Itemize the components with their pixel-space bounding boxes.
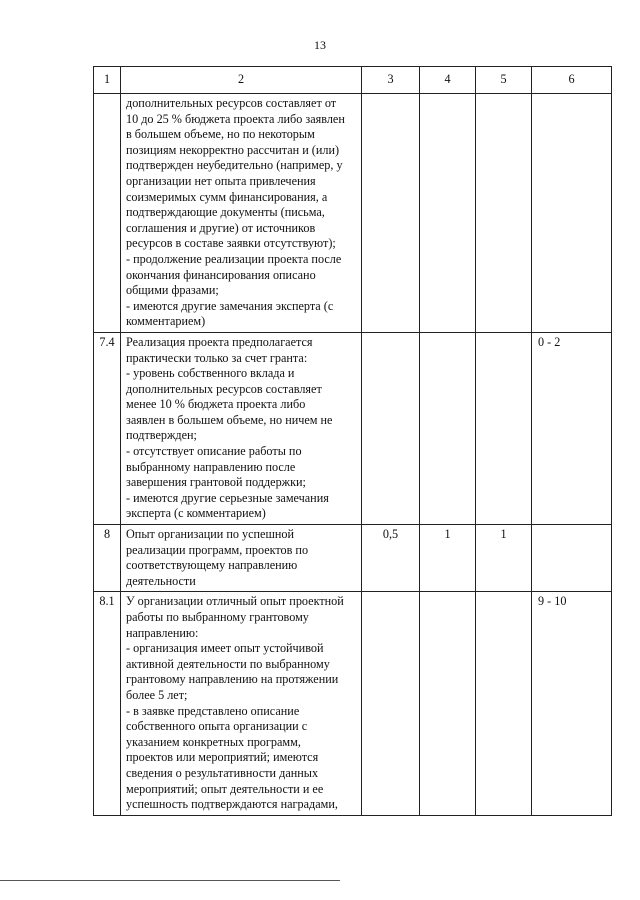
description-line: выбранному направлению после [126,459,296,474]
description-line: практически только за счет гранта: [126,350,308,365]
description-line: 10 до 25 % бюджета проекта либо заявлен [126,111,345,126]
column-header-6: 6 [532,67,612,94]
description-line: более 5 лет; [126,687,188,702]
description-line: подтвержден; [126,428,197,443]
column-header-1: 1 [94,67,121,94]
description-line: направлению: [126,625,199,640]
description-line: соглашения и другие) от источников [126,220,316,235]
description-line: эксперта (с комментарием) [126,506,266,521]
row-number: 8.1 [94,592,121,815]
description-line: - уровень собственного вклада и [126,366,295,381]
criteria-table [93,66,612,816]
description-line: Опыт организации по успешной [126,527,294,542]
column-5-value [476,94,532,333]
description-line: заявлен в большем объеме, но ничем не [126,412,333,427]
description-line: активной деятельности по выбранному [126,656,330,671]
description-line: комментарием) [126,314,206,329]
column-4-value [420,592,476,815]
description-line: У организации отличный опыт проектной [126,594,344,609]
score-range: 0 - 2 [532,332,612,524]
description-line: окончания финансирования описано [126,267,316,282]
description-line: соизмеримых сумм финансирования, а [126,189,328,204]
description-line: организации нет опыта привлечения [126,173,316,188]
score-range [532,525,612,592]
footer-divider [0,880,340,881]
column-3-value [362,592,420,815]
description-line: реализации программ, проектов по [126,542,309,557]
column-4-value [420,94,476,333]
page-number: 13 [314,38,326,52]
description-line: подтверждающие документы (письма, [126,205,325,220]
description-line: ресурсов в составе заявки отсутствуют); [126,236,336,251]
description-line: проектов или мероприятий; имеются [126,750,319,765]
table-row [94,592,612,815]
description-line: позициям некорректно рассчитан и (или) [126,142,340,157]
row-number [94,94,121,333]
column-header-4: 4 [420,67,476,94]
description-line: грантовому направлению на протяжении [126,672,339,687]
description-line: работы по выбранному грантовому [126,610,309,624]
table-row [94,332,612,524]
score-range [532,94,612,333]
description-line: общими фразами; [126,283,219,298]
column-4-value [420,332,476,524]
column-5-value [476,332,532,524]
description-line: Реализация проекта предполагается [126,334,313,349]
criterion-description [121,525,362,592]
criterion-description [121,94,362,333]
description-line: успешность подтверждаются наградами, [126,797,338,812]
column-3-value [362,94,420,333]
column-4-value: 1 [420,525,476,592]
table-row [94,525,612,592]
column-5-value [476,592,532,815]
description-line: менее 10 % бюджета проекта либо [126,397,306,412]
criterion-description [121,332,362,524]
description-line: дополнительных ресурсов составляет [126,381,322,396]
row-number: 7.4 [94,332,121,524]
description-line: указанием конкретных программ, [126,734,301,749]
column-3-value: 0,5 [362,525,420,592]
description-line: подтвержден неубедительно (например, у [126,158,343,173]
column-header-3: 3 [362,67,420,94]
row-number: 8 [94,525,121,592]
description-line: - организация имеет опыт устойчивой [126,641,324,656]
description-line: дополнительных ресурсов составляет от [126,96,337,110]
description-line: - отсутствует описание работы по [126,444,302,459]
description-line: сведения о результативности данных [126,765,319,780]
description-line: - имеются другие серьезные замечания [126,490,329,505]
description-line: мероприятий; опыт деятельности и ее [126,781,324,796]
description-line: деятельности [126,573,196,588]
description-line: в большем объеме, но по некоторым [126,127,315,142]
column-5-value: 1 [476,525,532,592]
criterion-description [121,592,362,815]
score-range: 9 - 10 [532,592,612,815]
description-line: - имеются другие замечания эксперта (с [126,298,334,313]
table-row [94,94,612,333]
description-line: соответствующему направлению [126,558,298,573]
description-line: завершения грантовой поддержки; [126,475,306,490]
column-header-2: 2 [121,67,362,94]
header-row [94,67,612,94]
description-line: - продолжение реализации проекта после [126,251,342,266]
description-line: - в заявке представлено описание [126,703,300,718]
column-3-value [362,332,420,524]
description-line: собственного опыта организации с [126,719,308,734]
column-header-5: 5 [476,67,532,94]
